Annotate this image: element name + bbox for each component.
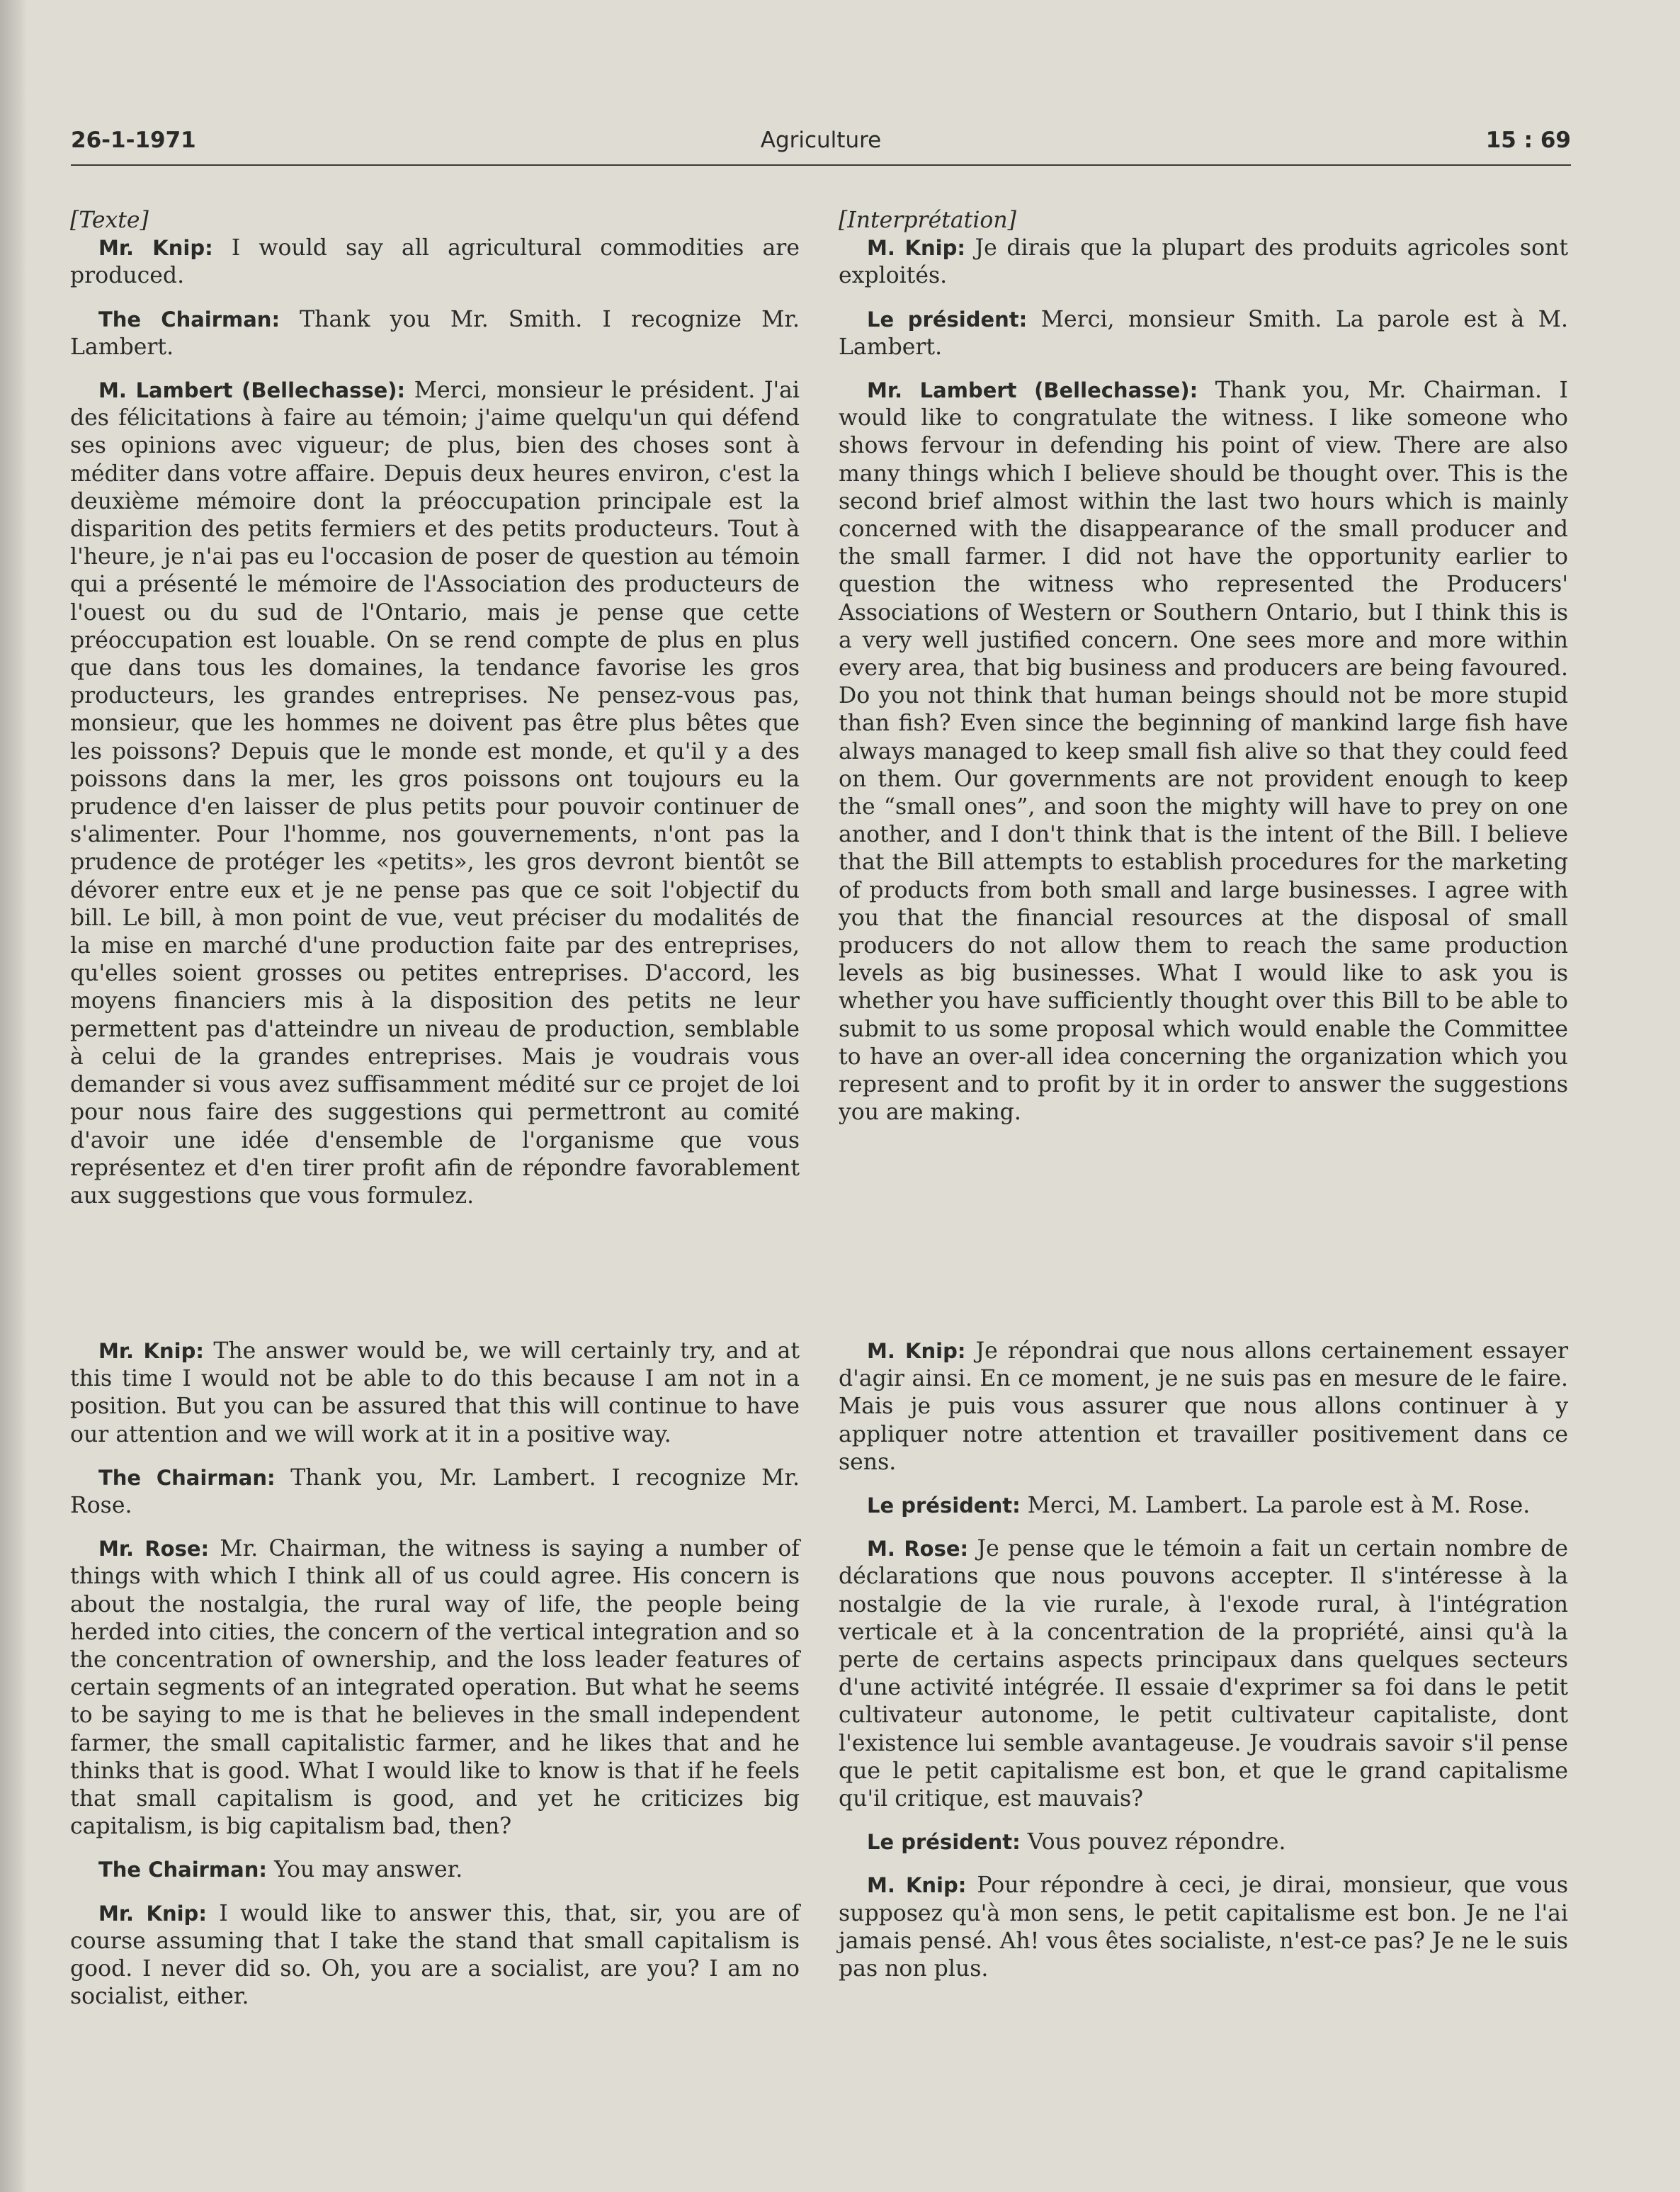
speaker: Mr. Rose: — [98, 1537, 210, 1561]
header-date: 26-1-1971 — [71, 128, 196, 153]
section-tag: [Texte] — [70, 208, 149, 233]
speech: The answer would be, we will certainly try, and at this time I would not be able to do this because I am not in a position. But you can be assured that this will continue to have our attention and we will work at it in a positive way. — [70, 1338, 800, 1447]
speaker: Mr. Lambert (Bellechasse): — [867, 378, 1198, 403]
book-spine-shadow — [0, 0, 27, 2192]
speech: Je répondrai que nous allons certainement essayer d'agir ainsi. En ce moment, je ne suis pas en mesure de le faire. Mais je puis vous assurer que nous allons continuer à y appliquer notre attention et travailler positivement dans ce sens. — [839, 1338, 1569, 1475]
paragraph — [839, 1829, 1568, 1856]
speech: Je dirais que la plupart des produits agricoles sont exploités. — [839, 235, 1568, 289]
speaker: Le président: — [867, 307, 1028, 332]
speaker: The Chairman: — [98, 307, 280, 332]
speaker: M. Lambert (Bellechasse): — [98, 378, 406, 403]
paragraph — [70, 1856, 800, 1884]
paragraph — [839, 235, 1568, 290]
paragraph — [839, 1338, 1568, 1476]
speech: Thank you, Mr. Lambert. I recognize Mr. Rose. — [70, 1464, 800, 1519]
paragraph — [839, 377, 1568, 1126]
speaker: Mr. Knip: — [98, 1901, 207, 1926]
speech: Thank you, Mr. Chairman. I would like to congratulate the witness. I like someone who shows fervour in defending his point of view. There are also many things which I believe should be thought over. This is the second brief almost within the last two hours which is mainly concerned with the disappearance of the small producer and the small farmer. I did not have the opportunity earlier to question the witness who represented the Producers' Associations of Western or Southern Ontario, but I think this is a very well justified concern. One sees more and more within every area, that big business and producers are being favoured. Do you not think that human beings should not be more stupid than fish? Even since the beginning of mankind large fish have always managed to keep small fish alive so that they could feed on them. Our governments are not provident enough to keep the “small ones”, and soon the mighty will have to prey on one another, and I don't think that is the intent of the Bill. I believe that the Bill attempts to establish procedures for the marketing of products from both small and large businesses. I agree with you that the financial resources at the disposal of small producers do not allow them to reach the same production levels as big businesses. What I would like to ask you is whether you have sufficiently thought over this Bill to be able to submit to us some proposal which would enable the Committee to have an over-all idea concerning the organization which you represent and to profit by it in order to answer the suggestions you are making. — [839, 378, 1568, 1126]
speaker: The Chairman: — [98, 1465, 276, 1490]
speaker: The Chairman: — [98, 1858, 267, 1882]
speaker: M. Rose: — [867, 1537, 969, 1561]
header-rule — [71, 164, 1571, 166]
right-column-bottom — [839, 1338, 1568, 1999]
left-column-top — [70, 207, 800, 1226]
speech: Je pense que le témoin a fait un certain nombre de déclarations que nous pouvons accepter. Il s'intéresse à la nostalgie de la vie rurale, à l'exode rural, à l'intégration verticale et à la concentration de la propriété, ainsi qu'à la perte de certains aspects principaux dans quelques secteurs d'une activité intégrée. Il essaie d'exprimer sa foi dans le petit cultivateur autonome, le petit cultivateur capitaliste, dont l'existence lui semble avantageuse. Je voudrais savoir s'il pense que le petit capitalisme est bon, et que le grand capitalisme qu'il critique, est mauvais? — [839, 1536, 1568, 1812]
speech: I would say all agricultural commodities are produced. — [70, 235, 800, 289]
speaker: M. Knip: — [867, 1339, 966, 1363]
speaker: M. Knip: — [867, 1873, 967, 1898]
speech: Merci, monsieur Smith. La parole est à M. Lambert. — [839, 306, 1568, 360]
speech: Merci, monsieur le président. J'ai des félicitations à faire au témoin; j'aime quelqu'un qui défend ses opinions avec vigueur; de plus, bien des choses sont à méditer dans votre affaire. Depuis deux heures environ, c'est la deuxième mémoire dont la préoccupation principale est la disparition des petits fermiers et des petits producteurs. Tout à l'heure, je n'ai pas eu l'occasion de poser de question au témoin qui a présenté le mémoire de l'Association des producteurs de l'ouest ou du sud de l'Ontario, mais je pense que cette préoccupation est louable. On se rend compte de plus en plus que dans tous les domaines, la tendance favorise les gros producteurs, les grandes entreprises. Ne pensez-vous pas, monsieur, que les hommes ne doivent pas être plus bêtes que les poissons? Depuis que le monde est monde, et qu'il y a des poissons dans la mer, les gros poissons ont toujours eu la prudence d'en laisser de plus petits pour pouvoir continuer de s'alimenter. Pour l'homme, nos gouvernements, n'ont pas la prudence de protéger les «petits», les gros devront bientôt se dévorer entre eux et je ne pense pas que ce soit l'objectif du bill. Le bill, à mon point de vue, veut préciser du modalités de la mise en marché d'une production faite par des entreprises, qu'elles soient grosses ou petites entreprises. D'accord, les moyens financiers mis à la disposition des petits ne leur permettent pas d'atteindre un niveau de production, semblable à celui de la grandes entreprises. Mais je voudrais vous demander si vous avez suffisamment médité sur ce projet de loi pour nous faire des suggestions qui permettront au comité d'avoir une idée d'ensemble de l'organisme que vous représentez et d'en tirer profit afin de répondre favorablement aux suggestions que vous formulez. — [70, 378, 800, 1209]
speech: Mr. Chairman, the witness is saying a number of things with which I think all of us could agree. His concern is about the nostalgia, the rural way of life, the people being herded into cities, the concern of the vertical integration and so the concentration of ownership, and the loss leader features of certain segments of an integrated operation. But what he seems to be saying to me is that he believes in the small independent farmer, the small capitalistic farmer, and he likes that and he thinks that is good. What I would like to know is that if he feels that small capitalism is good, and yet he criticizes big capitalism, is big capitalism bad, then? — [70, 1536, 800, 1840]
speech: Thank you Mr. Smith. I recognize Mr. Lambert. — [70, 306, 800, 360]
paragraph — [839, 1535, 1568, 1813]
paragraph — [70, 1900, 800, 2011]
right-column-top — [839, 207, 1568, 1143]
speaker: Le président: — [867, 1493, 1021, 1518]
paragraph — [70, 1338, 800, 1449]
paragraph — [70, 1535, 800, 1841]
left-column-bottom — [70, 1338, 800, 2026]
speaker: Le président: — [867, 1830, 1021, 1855]
paragraph — [70, 235, 800, 290]
header-title: Agriculture — [760, 128, 882, 153]
paragraph — [839, 1872, 1568, 1983]
speaker: M. Knip: — [867, 236, 965, 261]
paragraph — [839, 306, 1568, 361]
paragraph — [70, 1464, 800, 1520]
speech: You may answer. — [273, 1857, 463, 1883]
paragraph — [70, 306, 800, 361]
speech: Merci, M. Lambert. La parole est à M. Rose. — [1027, 1493, 1531, 1519]
section-tag: [Interprétation] — [839, 208, 1016, 233]
speaker: Mr. Knip: — [98, 1339, 204, 1363]
page-header — [71, 128, 1571, 166]
header-page-number: 15 : 69 — [1485, 128, 1571, 153]
speech: Vous pouvez répondre. — [1027, 1829, 1286, 1855]
speaker: Mr. Knip: — [98, 236, 213, 261]
speech: Pour répondre à ceci, je dirai, monsieur, que vous supposez qu'à mon sens, le petit capitalisme est bon. Je ne l'ai jamais pensé. Ah! vous êtes socialiste, n'est-ce pas? Je ne le suis pas non plus. — [839, 1872, 1568, 1982]
speech: I would like to answer this, that, sir, you are of course assuming that I take the stand that small capitalism is good. I never did so. Oh, you are a socialist, are you? I am no socialist, either. — [70, 1900, 800, 2010]
paragraph — [839, 1492, 1568, 1520]
paragraph — [70, 377, 800, 1210]
